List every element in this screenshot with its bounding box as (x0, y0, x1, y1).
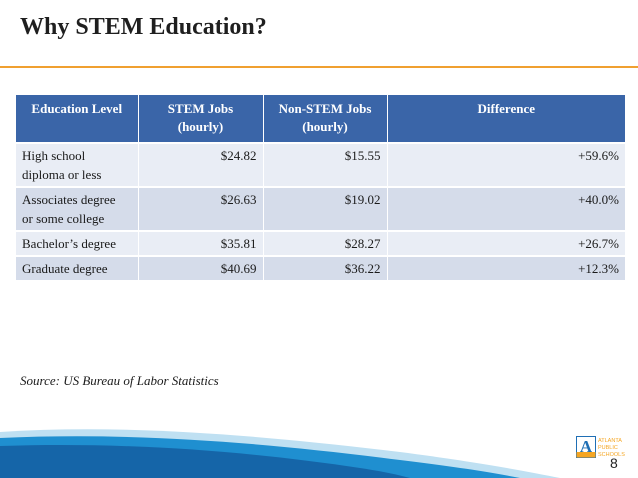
table-row (16, 256, 625, 280)
cell-difference: +12.3% (387, 256, 625, 280)
header-difference (387, 95, 625, 143)
cell-education-level (16, 187, 138, 231)
cell-difference: +59.6% (387, 143, 625, 187)
header-label: Difference (477, 101, 535, 116)
logo-text: SCHOOLS (598, 452, 625, 458)
slide-title: Why STEM Education? (20, 14, 267, 40)
cell-education-level: Bachelor’s degree (16, 231, 138, 256)
logo-text: PUBLIC (598, 445, 618, 451)
title-divider (0, 66, 638, 68)
header-label: Education Level (31, 101, 123, 116)
page-number: 8 (610, 455, 618, 471)
header-label: Non-STEM Jobs (278, 101, 372, 116)
header-non-stem-jobs (263, 95, 387, 143)
table-row (16, 143, 625, 187)
cell-non-stem: $28.27 (263, 231, 387, 256)
cell-stem: $40.69 (138, 256, 263, 280)
table-header-row (16, 95, 625, 143)
header-label: STEM Jobs (167, 101, 234, 116)
header-sublabel: (hourly) (177, 119, 224, 134)
decorative-wave (0, 410, 638, 478)
header-sublabel: (hourly) (302, 119, 348, 134)
cell-non-stem: $36.22 (263, 256, 387, 280)
logo-icon (576, 436, 632, 462)
header-education-level (16, 95, 138, 143)
cell-stem: $35.81 (138, 231, 263, 256)
cell-stem: $24.82 (138, 143, 263, 187)
level-line: diploma or less (22, 167, 102, 182)
header-stem-jobs (138, 95, 263, 143)
cell-education-level: Graduate degree (16, 256, 138, 280)
cell-stem: $26.63 (138, 187, 263, 231)
cell-difference: +26.7% (387, 231, 625, 256)
cell-education-level (16, 143, 138, 187)
level-line: Associates degree (22, 192, 116, 207)
cell-non-stem: $15.55 (263, 143, 387, 187)
level-line: High school (22, 148, 86, 163)
cell-difference: +40.0% (387, 187, 625, 231)
logo-text: ATLANTA (598, 438, 622, 444)
logo-letter: A (579, 437, 593, 456)
level-line: or some college (22, 211, 105, 226)
education-pay-table (16, 95, 625, 280)
atlanta-public-schools-logo (576, 436, 632, 467)
table-row (16, 231, 625, 256)
table-row (16, 187, 625, 231)
source-citation: Source: US Bureau of Labor Statistics (20, 373, 219, 388)
cell-non-stem: $19.02 (263, 187, 387, 231)
